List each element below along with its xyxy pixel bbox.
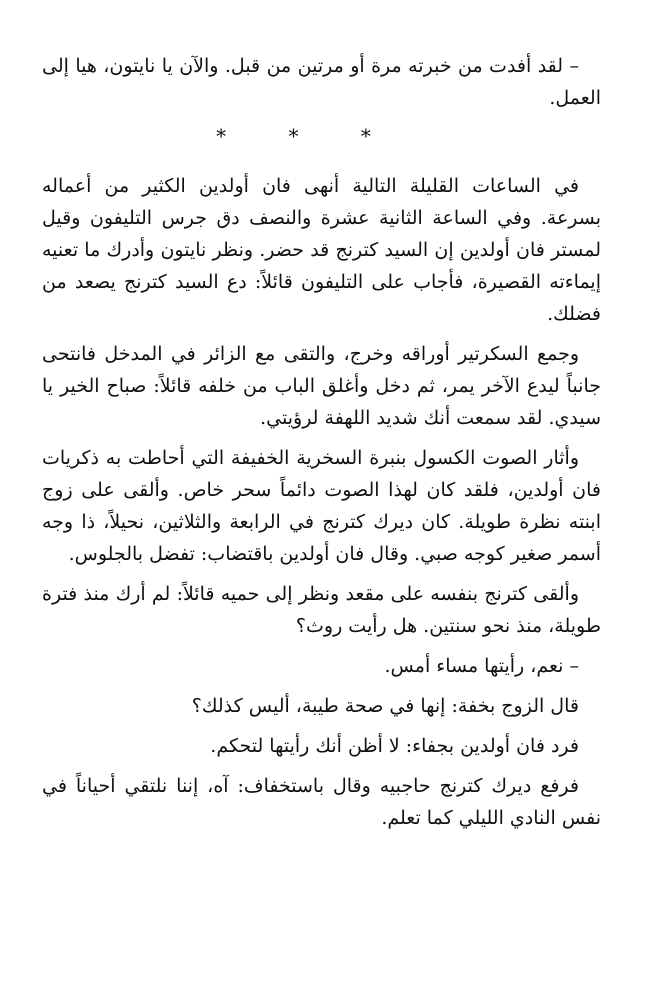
section-separator: * * * [216, 124, 399, 148]
paragraph-husband-lightly: قال الزوج بخفة: إنها في صحة طيبة، أليس كذلك؟ [191, 695, 579, 717]
book-page [42, 50, 601, 842]
paragraph-derek-eyebrows: فرفع ديرك كترنج حاجبيه وقال باستخفاف: آه، إننا نلتقي أحياناً في نفس النادي الليلي كما تعلم. [42, 775, 601, 829]
paragraph-lazy-voice: وأثار الصوت الكسول بنبرة السخرية الخفيفة التي أحاطت به ذكريات فان أولدين، فلقد كان لهذا الصوت دائماً سحر خاص. وألقى على زوج ابنته نظرة طويلة. كان ديرك كترنج في الرابعة والثلاثين، نحيلاً، ذا وجه أسمر صغير كوجه صبي. وقال فان أولدين باقتضاب: تفضل بالجلوس. [42, 447, 601, 565]
paragraph-kettering-sits: وألقى كترنج بنفسه على مقعد ونظر إلى حميه قائلاً: لم أرك منذ فترة طويلة، منذ نحو سنتين. هل رأيت روث؟ [42, 583, 601, 637]
paragraph-van-aldin-dry: فرد فان أولدين بجفاء: لا أظن أنك رأيتها لتحكم. [210, 735, 579, 757]
paragraph-dialogue-work: – لقد أفدت من خبرته مرة أو مرتين من قبل. والآن يا نايتون، هيا إلى العمل. [42, 55, 601, 109]
paragraph-following-hours: في الساعات القليلة التالية أنهى فان أولدين الكثير من أعماله بسرعة. وفي الساعة الثانية عشرة والنصف دق جرس التليفون وقيل لمستر فان أولدين إن السيد كترنج قد حضر. ونظر نايتون وأدرك ما تعنيه إيماءته القصيرة، فأجاب على التليفون قائلاً: دع السيد كترنج يصعد من فضلك. [42, 175, 601, 325]
paragraph-secretary: وجمع السكرتير أوراقه وخرج، والتقى مع الزائر في المدخل فانتحى جانباً ليدع الآخر يمر، ثم دخل وأغلق الباب من خلفه قائلاً: صباح الخير يا سيدي. لقد سمعت أنك شديد اللهفة لرؤيتي. [42, 343, 601, 429]
paragraph-yes-saw-her: – نعم، رأيتها مساء أمس. [384, 655, 579, 677]
